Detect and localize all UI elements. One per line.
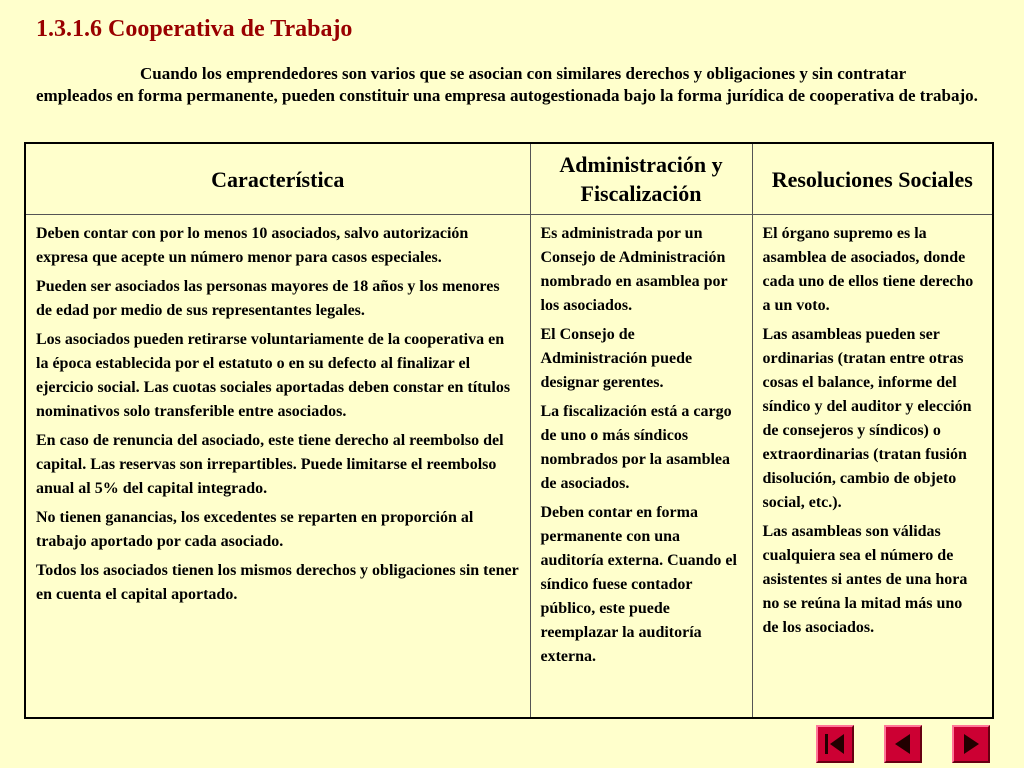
- table-header-row: [25, 143, 993, 215]
- caracteristica-item: Todos los asociados tienen los mismos derechos y obligaciones sin tener en cuenta el capital aportado.: [36, 562, 519, 603]
- administracion-item: Es administrada por un Consejo de Administración nombrado en asamblea por los asociados.: [540, 225, 728, 314]
- cooperative-table: [24, 142, 994, 719]
- resoluciones-item: El órgano supremo es la asamblea de asociados, donde cada uno de ellos tiene derecho a un voto.: [762, 225, 974, 314]
- first-slide-icon: [818, 727, 852, 761]
- administracion-cell: [530, 215, 752, 719]
- resoluciones-item: Las asambleas son válidas cualquiera sea el número de asistentes si antes de una hora no se reúna la mitad más uno de los asociados.: [762, 523, 968, 636]
- resoluciones-item: Las asambleas pueden ser ordinarias (tratan entre otras cosas el balance, informe del síndico y del auditor y elección de consejeros y síndicos) o extraordinarias (tratan fusión disolución, cambio de objeto social, etc.).: [762, 326, 972, 511]
- intro-paragraph: Cuando los emprendedores son varios que se asocian con similares derechos y obligaciones y sin contratar empleados en forma permanente, pueden constituir una empresa autogestionada bajo la forma jurídica de cooperativa de trabajo.: [36, 64, 978, 105]
- caracteristica-item: Los asociados pueden retirarse voluntariamente de la cooperativa en la época establecida por el estatuto o en su defecto al finalizar el ejercicio social. Las cuotas sociales aportadas deben constar en títulos nominativos solo transferible entre asociados.: [36, 331, 511, 420]
- previous-slide-button[interactable]: [884, 725, 922, 763]
- first-slide-button[interactable]: [816, 725, 854, 763]
- caracteristica-item: No tienen ganancias, los excedentes se reparten en proporción al trabajo aportado por cada asociado.: [36, 509, 474, 550]
- administracion-item: La fiscalización está a cargo de uno o más síndicos nombrados por la asamblea de asociados.: [540, 403, 732, 492]
- caracteristica-cell: [25, 215, 530, 719]
- caracteristica-item: En caso de renuncia del asociado, este tiene derecho al reembolso del capital. Las reservas son irrepartibles. Puede limitarse el reembolso anual al 5% del capital integrado.: [36, 432, 504, 497]
- caracteristica-item: Deben contar con por lo menos 10 asociados, salvo autorización expresa que acepte un número menor para casos especiales.: [36, 225, 469, 266]
- header-caracteristica: Característica: [25, 143, 530, 215]
- next-slide-icon: [954, 727, 988, 761]
- header-administracion: Administración y Fiscalización: [530, 143, 752, 215]
- administracion-item: Deben contar en forma permanente con una auditoría externa. Cuando el síndico fuese contador público, este puede reemplazar la auditoría externa.: [540, 504, 737, 665]
- previous-slide-icon: [886, 727, 920, 761]
- page-title: 1.3.1.6 Cooperativa de Trabajo: [36, 16, 353, 42]
- caracteristica-item: Pueden ser asociados las personas mayores de 18 años y los menores de edad por medio de sus representantes legales.: [36, 278, 500, 319]
- administracion-item: El Consejo de Administración puede designar gerentes.: [540, 326, 693, 391]
- header-resoluciones: Resoluciones Sociales: [752, 143, 993, 215]
- resoluciones-cell: [752, 215, 993, 719]
- next-slide-button[interactable]: [952, 725, 990, 763]
- table-row: [25, 215, 993, 719]
